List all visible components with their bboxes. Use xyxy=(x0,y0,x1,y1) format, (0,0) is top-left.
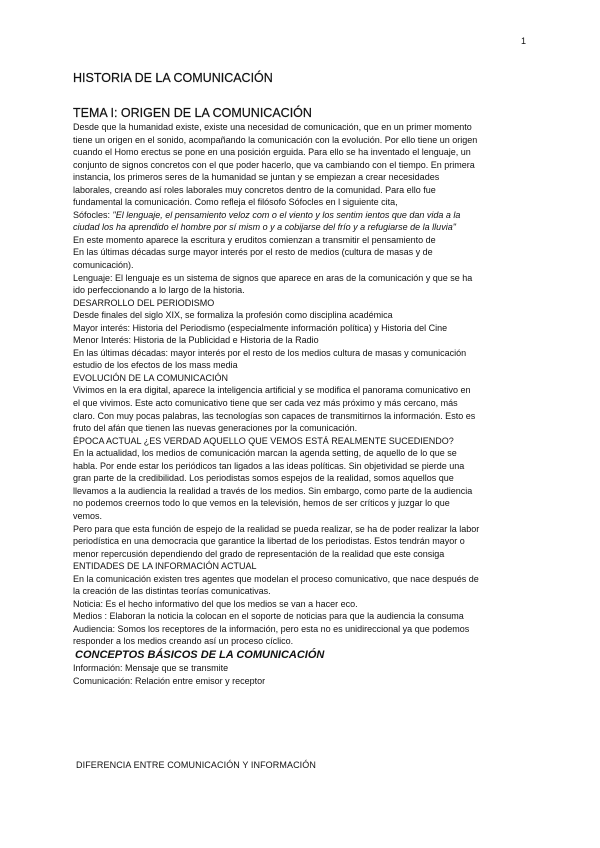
paragraph-line: Mayor interés: Historia del Periodismo (especialmente información política) y Historia del Cine xyxy=(73,322,448,333)
definition-line: Comunicación: Relación entre emisor y receptor xyxy=(73,675,266,686)
paragraph-line: Noticia: Es el hecho informativo del que los medios se van a hacer eco. xyxy=(73,598,358,609)
paragraph-line: En las últimas décadas: mayor interés por el resto de los medios cultura de masas y comunicación xyxy=(73,347,467,358)
document-title: HISTORIA DE LA COMUNICACIÓN xyxy=(73,71,273,85)
paragraph-line: En la actualidad, los medios de comunicación marcan la agenda setting, de aquello de lo que se xyxy=(73,448,457,459)
paragraph-line: Menor Interés: Historia de la Publicidad e Historia de la Radio xyxy=(73,335,319,346)
paragraph-line: Desde finales del siglo XIX, se formaliza la profesión como disciplina académica xyxy=(73,310,393,321)
subsection-heading-diferencia: DIFERENCIA ENTRE COMUNICACIÓN Y INFORMACIÓN xyxy=(76,760,316,770)
quote-attribution: Sófocles: xyxy=(73,209,113,220)
paragraph-line: habla. Por ende estar los periódicos tan ligados a las ideas políticas. Sin objetividad se pierde una xyxy=(73,460,465,471)
paragraph-line: el que vivimos. Este acto comunicativo tiene que ser cada vez más próximo y más cercano, más xyxy=(73,398,458,409)
paragraph-line: Vivimos en la era digital, aparece la inteligencia artificial y se modifica el panorama comunicativo en xyxy=(73,385,471,396)
paragraph-line: fundamental la comunicación. Como refleja el filósofo Sófocles en l siguiente cita, xyxy=(73,197,398,208)
paragraph-line: menor repercusión dependiendo del grado de representación de la realidad que este consiga xyxy=(73,548,445,559)
quote-line xyxy=(73,209,531,222)
subsection-heading-periodismo: DESARROLLO DEL PERIODISMO xyxy=(73,297,215,308)
paragraph-line: claro. Con muy pocas palabras, las tecnologías son capaces de transmitirnos la información. Esto es xyxy=(73,410,476,421)
paragraph-line: En las últimas décadas surge mayor interés por el resto de medios (cultura de masas y de xyxy=(73,247,433,258)
paragraph-line: estudio de los efectos de los mass media xyxy=(73,360,238,371)
section-heading-tema1: TEMA I: ORIGEN DE LA COMUNICACIÓN xyxy=(73,106,312,120)
paragraph-line: fruto del afán que tienen las nuevas generaciones por la comunicación. xyxy=(73,423,358,434)
paragraph-line: cuando el Homo erectus se pone en una posición erguida. Para ello se ha inventado el lenguaje, un xyxy=(73,147,471,158)
paragraph-line: la creación de las distintas teorías comunicativas. xyxy=(73,586,271,597)
paragraph-line: instancia, los primeros seres de la humanidad se juntan y se empiezan a crear necesidades xyxy=(73,172,440,183)
page-number: 1 xyxy=(521,36,527,46)
paragraph-line: llevamos a la audiencia la realidad a través de los medios. Sin embargo, como parte de la audiencia xyxy=(73,485,473,496)
paragraph-line: En este momento aparece la escritura y eruditos comienzan a transmitir el pensamiento de xyxy=(73,234,436,245)
paragraph-line: Desde que la humanidad existe, existe una necesidad de comunicación, que en un primer momento xyxy=(73,122,472,132)
paragraph-line: comunicación). xyxy=(73,260,134,271)
subsection-heading-entidades: ENTIDADES DE LA INFORMACIÓN ACTUAL xyxy=(73,561,257,572)
paragraph-line: conjunto de signos concretos con el que poder hacerlo, que va cambiando con el tiempo. En primera xyxy=(73,159,475,170)
paragraph-line: vemos. xyxy=(73,510,103,521)
paragraph-line: periodística en una democracia que garantice la libertad de los periodistas. Estos tendrán mayor o xyxy=(73,536,465,547)
subsection-heading-epoca: ÉPOCA ACTUAL ¿ES VERDAD AQUELLO QUE VEMOS ESTÁ REALMENTE SUCEDIENDO? xyxy=(73,435,454,446)
section-heading-conceptos: CONCEPTOS BÁSICOS DE LA COMUNICACIÓN xyxy=(75,648,325,661)
document-body xyxy=(73,71,531,687)
paragraph-line: responder a los medios creando así un proceso cíclico. xyxy=(73,636,294,647)
paragraph-line: En la comunicación existen tres agentes que modelan el proceso comunicativo, que nace después de xyxy=(73,573,479,584)
definition-line: Información: Mensaje que se transmite xyxy=(73,662,229,673)
subsection-heading-evolucion: EVOLUCIÓN DE LA COMUNICACIÓN xyxy=(73,372,229,383)
paragraph-line: laborales, creando así roles laborales muy concretos dentro de la comunidad. Para ello fue xyxy=(73,184,436,195)
paragraph-line: tiene un origen en el sonido, acompañando la comunicación con la evolución. Por ello tiene un origen xyxy=(73,134,478,145)
paragraph-line: Medios : Elaboran la noticia la colocan en el soporte de noticias para que la audiencia la consuma xyxy=(73,611,464,622)
paragraph-line: Pero para que esta función de espejo de la realidad se pueda realizar, se ha de poder realizar la labor xyxy=(73,523,480,534)
paragraph-line: ido perfeccionando a lo largo de la historia. xyxy=(73,285,245,296)
paragraph-line: Lenguaje: El lenguaje es un sistema de signos que aparece en aras de la comunicación y que se ha xyxy=(73,272,473,283)
paragraph-line: gran parte de la credibilidad. Los periodistas somos espejos de la realidad, somos aquellos que xyxy=(73,473,454,484)
quote-text: "El lenguaje, el pensamiento veloz com o el viento y los sentim ientos que dan vida a la xyxy=(112,209,461,220)
paragraph-line: no podemos creernos todo lo que vemos en la televisión, hemos de ser críticos y juzgar lo que xyxy=(73,498,450,509)
paragraph-line: Audiencia: Somos los receptores de la información, pero esta no es unidireccional ya que podemos xyxy=(73,623,470,634)
quote-line: ciudad los ha aprendido el hombre por sí mism o y a cobijarse del frío y a refugiarse de la lluvia" xyxy=(73,222,456,233)
